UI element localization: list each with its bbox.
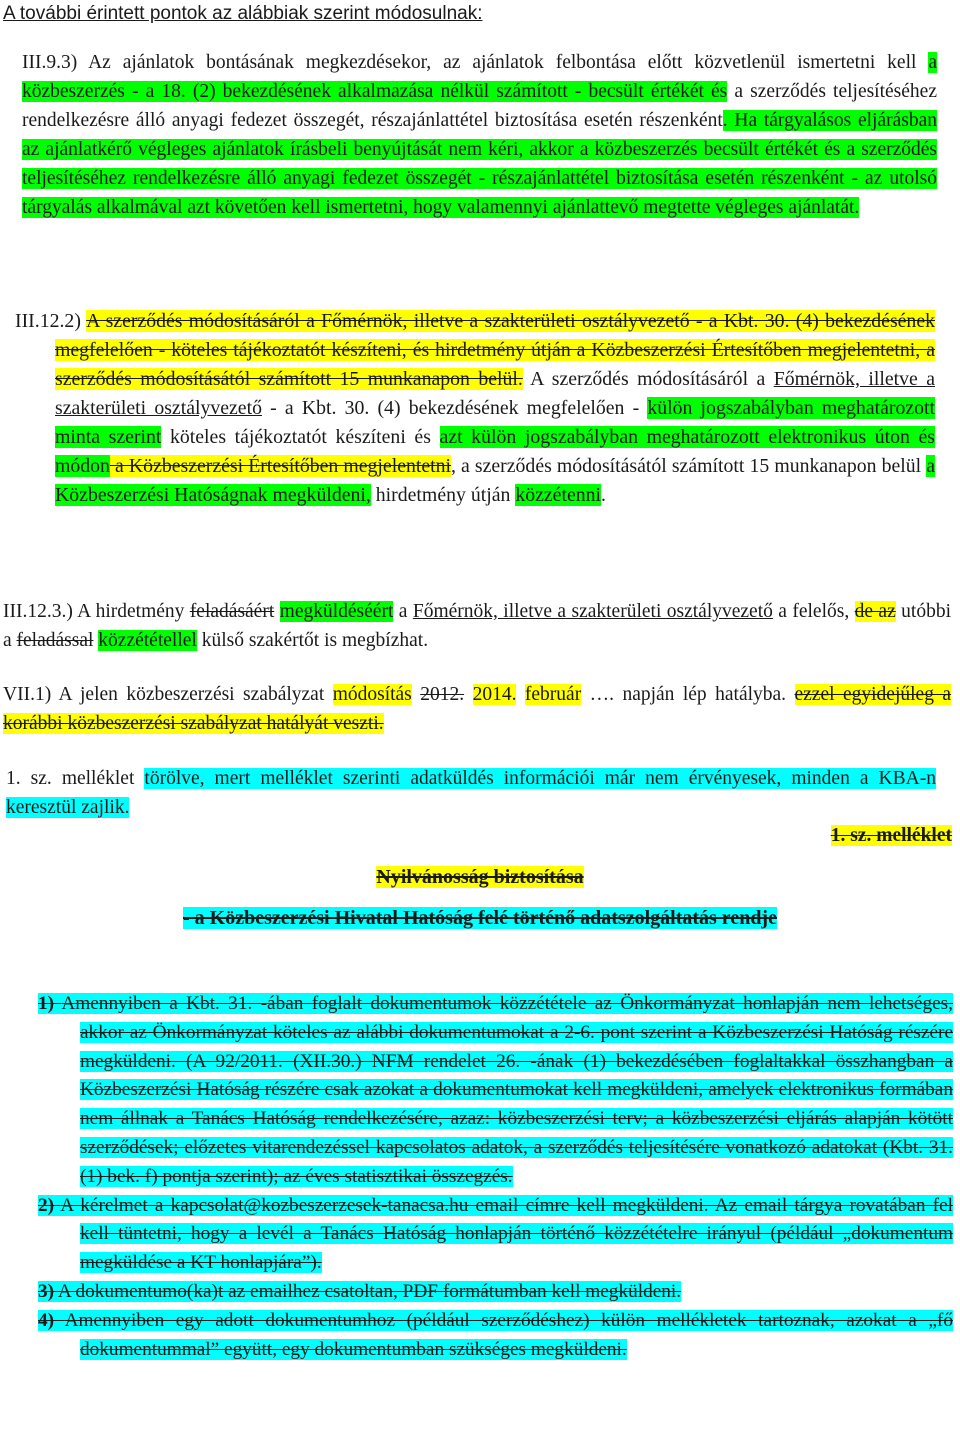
p2-struck-text: A szerződés módosításáról a Főmérnök, illetve a szakterületi osztályvezető - a Kbt. 30. (4) bekezdésének megfelelően - köteles tájékoztatót készíteni, és hirdetmény útján a Közbeszerzési Értesítőben megjelentetni, a szerződés módosításától számított 15 munkanapon belül. (55, 310, 935, 390)
p2-t6: . (601, 484, 606, 506)
list-item (38, 1307, 953, 1365)
p1-mid: a szerződés teljesítéséhez rendelkezésre álló anyagi fedezet összegét, részajánlattétel biztosítása esetén részenként (22, 81, 937, 131)
p2-lead: III.12.2) (15, 310, 87, 332)
p2-green-3: a Közbeszerzési Hatóságnak megküldeni, (55, 455, 935, 506)
p1-highlight-2: . Ha tárgyalásos eljárásban az ajánlatkérő végleges ajánlatok írásbeli benyújtását nem kéri, akkor a közbeszerzés becsült értékét és a szerződés teljesítéséhez rendelkezésre álló anyagi fedezet összegét - részajánlattétel biztosítása esetén részenként - az utolsó tárgyalás alkalmával azt követően kell ismertetni, hogy valamennyi ajánlattevő megtette végleges ajánlatát. (22, 110, 937, 218)
list-item-number: 1) (38, 993, 55, 1014)
p4-yellow-2: 2014. (472, 684, 517, 705)
intro-heading: A további érintett pontok az alábbiak szerint módosulnak: (3, 3, 483, 24)
annex-subtitle-pre: - a Közbeszerzési (183, 907, 335, 929)
list-item-text: A kérelmet a kapcsolat@kozbeszerzesek-tanacsa.hu email címre kell megküldeni. Az email tárgya rovatában fel kell tüntetni, hogy a levél a Tanács Hatóság honlapján történő közzétételre irányul (például „dokumentum megküldése a KT honlapjára”). (60, 1194, 953, 1274)
p2-t1: A szerződés módosításáról a (522, 368, 774, 390)
p4-t4 (516, 684, 524, 705)
p2-t1-underlined: Főmérnök, illetve a szakterületi osztályvezető (55, 368, 935, 419)
p2-green-1: külön jogszabályban meghatározott minta szerint (55, 397, 936, 448)
annex-subtitle-post: Hatóság felé történő adatszolgáltatás rendje (397, 907, 777, 929)
annex-label-text: 1. sz. melléklet (830, 825, 952, 846)
p2-t4: , a szerződés módosításától számított 15 munkanapon belül (451, 455, 927, 477)
p4-yellow-1: módosítás (332, 684, 412, 705)
annex-subtitle (0, 907, 960, 930)
annex-title-text: Nyilvánosság biztosítása (376, 866, 584, 888)
section-iii-12-3 (3, 597, 951, 655)
p5-cyan: törölve, mert melléklet szerinti adatküldés információi már nem érvényesek, minden a KBA-n keresztül zajlik. (6, 768, 936, 818)
p2-struck-yellow: a Közbeszerzési Értesítőben megjelentetni (109, 455, 452, 477)
p3-green-2: közzététellel (98, 630, 197, 651)
p1-lead: III.9.3) Az ajánlatok bontásának megkezdésekor, az ajánlatok felbontása előtt közvetlenül ismertetni kell (22, 52, 929, 73)
list-item-text: Amennyiben a Kbt. 31. -ában foglalt dokumentumok közzététele az Önkormányzat honlapján nem lehetséges, akkor az Önkormányzat köteles az alábbi dokumentumokat a 2-6. pont szerint a Közbeszerzési Hatóság részére megküldeni. (A 92/2011. (XII.30.) NFM rendelet 26. -ának (1) bekezdésében foglaltakkal összhangban a Közbeszerzési Hatóság részére csak azokat a dokumentumokat kell megküldeni, amelyek elektronikus formában nem állnak a Tanács Hatóság rendelkezésére, azaz: közbeszerzési terv; a közbeszerzési eljárás alapján kötött szerződések; előzetes vitarendezéssel kapcsolatos adatok, a szerződés teljesítésére vonatkozó adatokat (Kbt. 31. (1) bek. f) pontja szerint); az éves statisztikai összegzés. (61, 993, 954, 1187)
annex-label (831, 825, 952, 847)
p4-yellow-3: február (524, 684, 582, 705)
p2-green-2: azt külön jogszabályban meghatározott elektronikus úton és módon (55, 426, 935, 477)
annex-note (6, 764, 936, 822)
p4-struck-year: 2012. (420, 684, 465, 705)
p2-t5: hirdetmény útján (370, 484, 516, 506)
p1-highlight-1: a közbeszerzés - a 18. (2) bekezdésének alkalmazása nélkül számított - becsült értékét és (22, 52, 937, 102)
p4-struck-yellow: ezzel egyidejűleg a korábbi közbeszerzési szabályzat hatályát veszti. (3, 684, 952, 734)
list-item-text: A dokumentumo(ka)t az emailhez csatoltan, PDF formátumban kell megküldeni. (57, 1280, 682, 1302)
section-iii-12-2 (15, 307, 936, 510)
p4-t3 (464, 684, 472, 705)
annex-list (38, 990, 953, 1364)
p3-t1: III.12.3.) A hirdetmény (3, 601, 190, 622)
annex-title (0, 866, 960, 889)
list-item (38, 1192, 953, 1278)
list-item-text: Amennyiben egy adott dokumentumhoz (például szerződéshez) külön mellékletek tartoznak, azokat a „fő dokumentummal” együtt, egy dokumentumban szükséges megküldeni. (64, 1309, 953, 1360)
p2-t3: köteles tájékoztatót készíteni és (161, 426, 440, 448)
p3-green-1: megküldéséért (279, 601, 394, 622)
list-item-number: 3) (38, 1280, 55, 1302)
p2-green-4: közzétenni (515, 484, 602, 506)
p3-struck-1: feladásáért (189, 601, 275, 622)
section-vii-1 (3, 680, 951, 738)
p2-t2: - a Kbt. 30. (4) bekezdésének megfelelően - (261, 397, 648, 419)
section-iii-9-3 (22, 48, 937, 222)
list-item-number: 4) (38, 1309, 55, 1331)
list-item-number: 2) (38, 1194, 55, 1216)
p3-t3: a (393, 601, 413, 622)
p5-t1: 1. sz. melléklet (6, 768, 145, 789)
p4-t2 (412, 684, 420, 705)
p3-underlined: Főmérnök, illetve a szakterületi osztályvezető (412, 601, 773, 622)
list-item-text (54, 1310, 65, 1331)
annex-subtitle-struck: Hivatal (334, 907, 398, 929)
p3-struck-3: feladással (16, 630, 94, 651)
p3-t4: a felelős, (772, 601, 855, 622)
list-item (38, 1278, 953, 1307)
p4-t1: VII.1) A jelen közbeszerzési szabályzat (3, 684, 333, 705)
p4-t5: …. napján lép hatályba. (581, 684, 795, 705)
list-item (38, 990, 953, 1192)
p3-t7: külső szakértőt is megbízhat. (196, 630, 429, 651)
p3-struck-2: de az (854, 601, 896, 622)
p3-t5: utóbbi a (3, 601, 951, 651)
p3-t2 (274, 601, 279, 622)
